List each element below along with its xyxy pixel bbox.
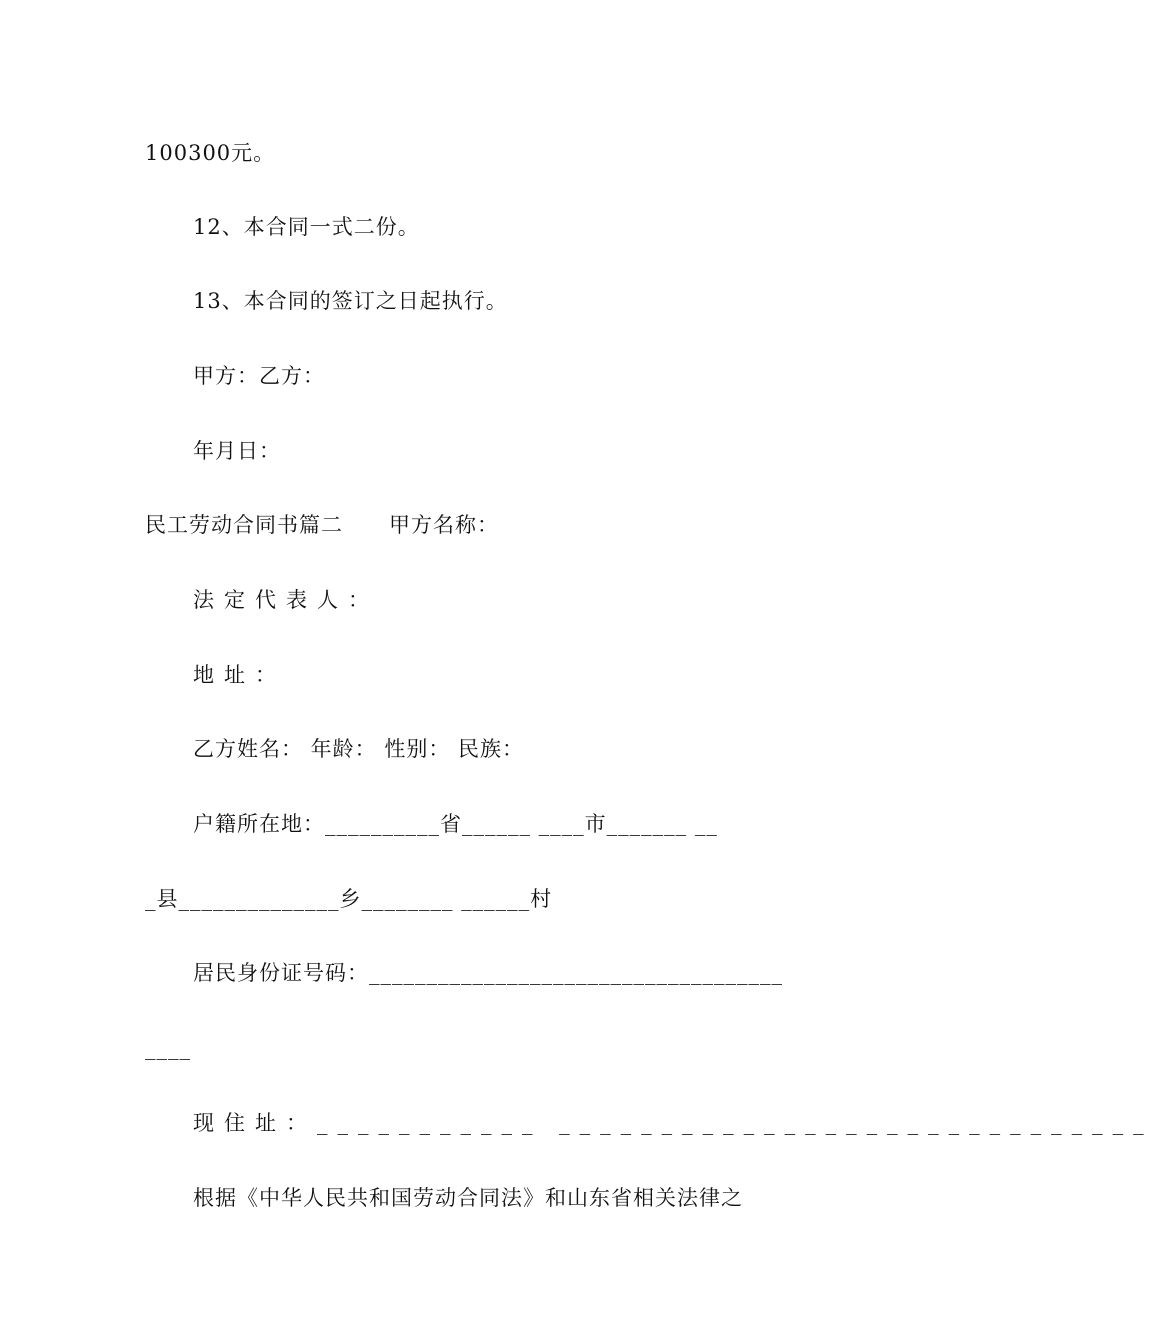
- household-registration-line: 户籍所在地：__________省______ ____市_______ __: [193, 812, 718, 836]
- section-heading: [145, 510, 499, 540]
- signature-parties: 甲方：乙方：: [193, 364, 325, 388]
- household-registration-continued: _县______________乡________ ______村: [145, 887, 553, 911]
- legal-representative-label: 法定代表人：: [193, 588, 379, 612]
- amount-line: 100300元。: [145, 141, 276, 165]
- current-address-line: 现住址：___________ _____________________________: [193, 1111, 1154, 1135]
- address-label: 地址：: [193, 663, 286, 687]
- clause-12: 12、本合同一式二份。: [193, 215, 420, 239]
- legal-basis-line: 根据《中华人民共和国劳动合同法》和山东省相关法律之: [193, 1186, 743, 1210]
- id-number-line: 居民身份证号码：____________________________________: [193, 961, 783, 985]
- party-a-name-label: 甲方名称：: [389, 513, 499, 537]
- party-b-info-line: 乙方姓名： 年龄： 性别： 民族：: [193, 737, 525, 761]
- clause-13: 13、本合同的签订之日起执行。: [193, 289, 508, 313]
- section-title: 民工劳动合同书篇二: [145, 513, 343, 537]
- signature-date: 年月日：: [193, 439, 281, 463]
- id-number-continued: ____: [145, 1036, 191, 1060]
